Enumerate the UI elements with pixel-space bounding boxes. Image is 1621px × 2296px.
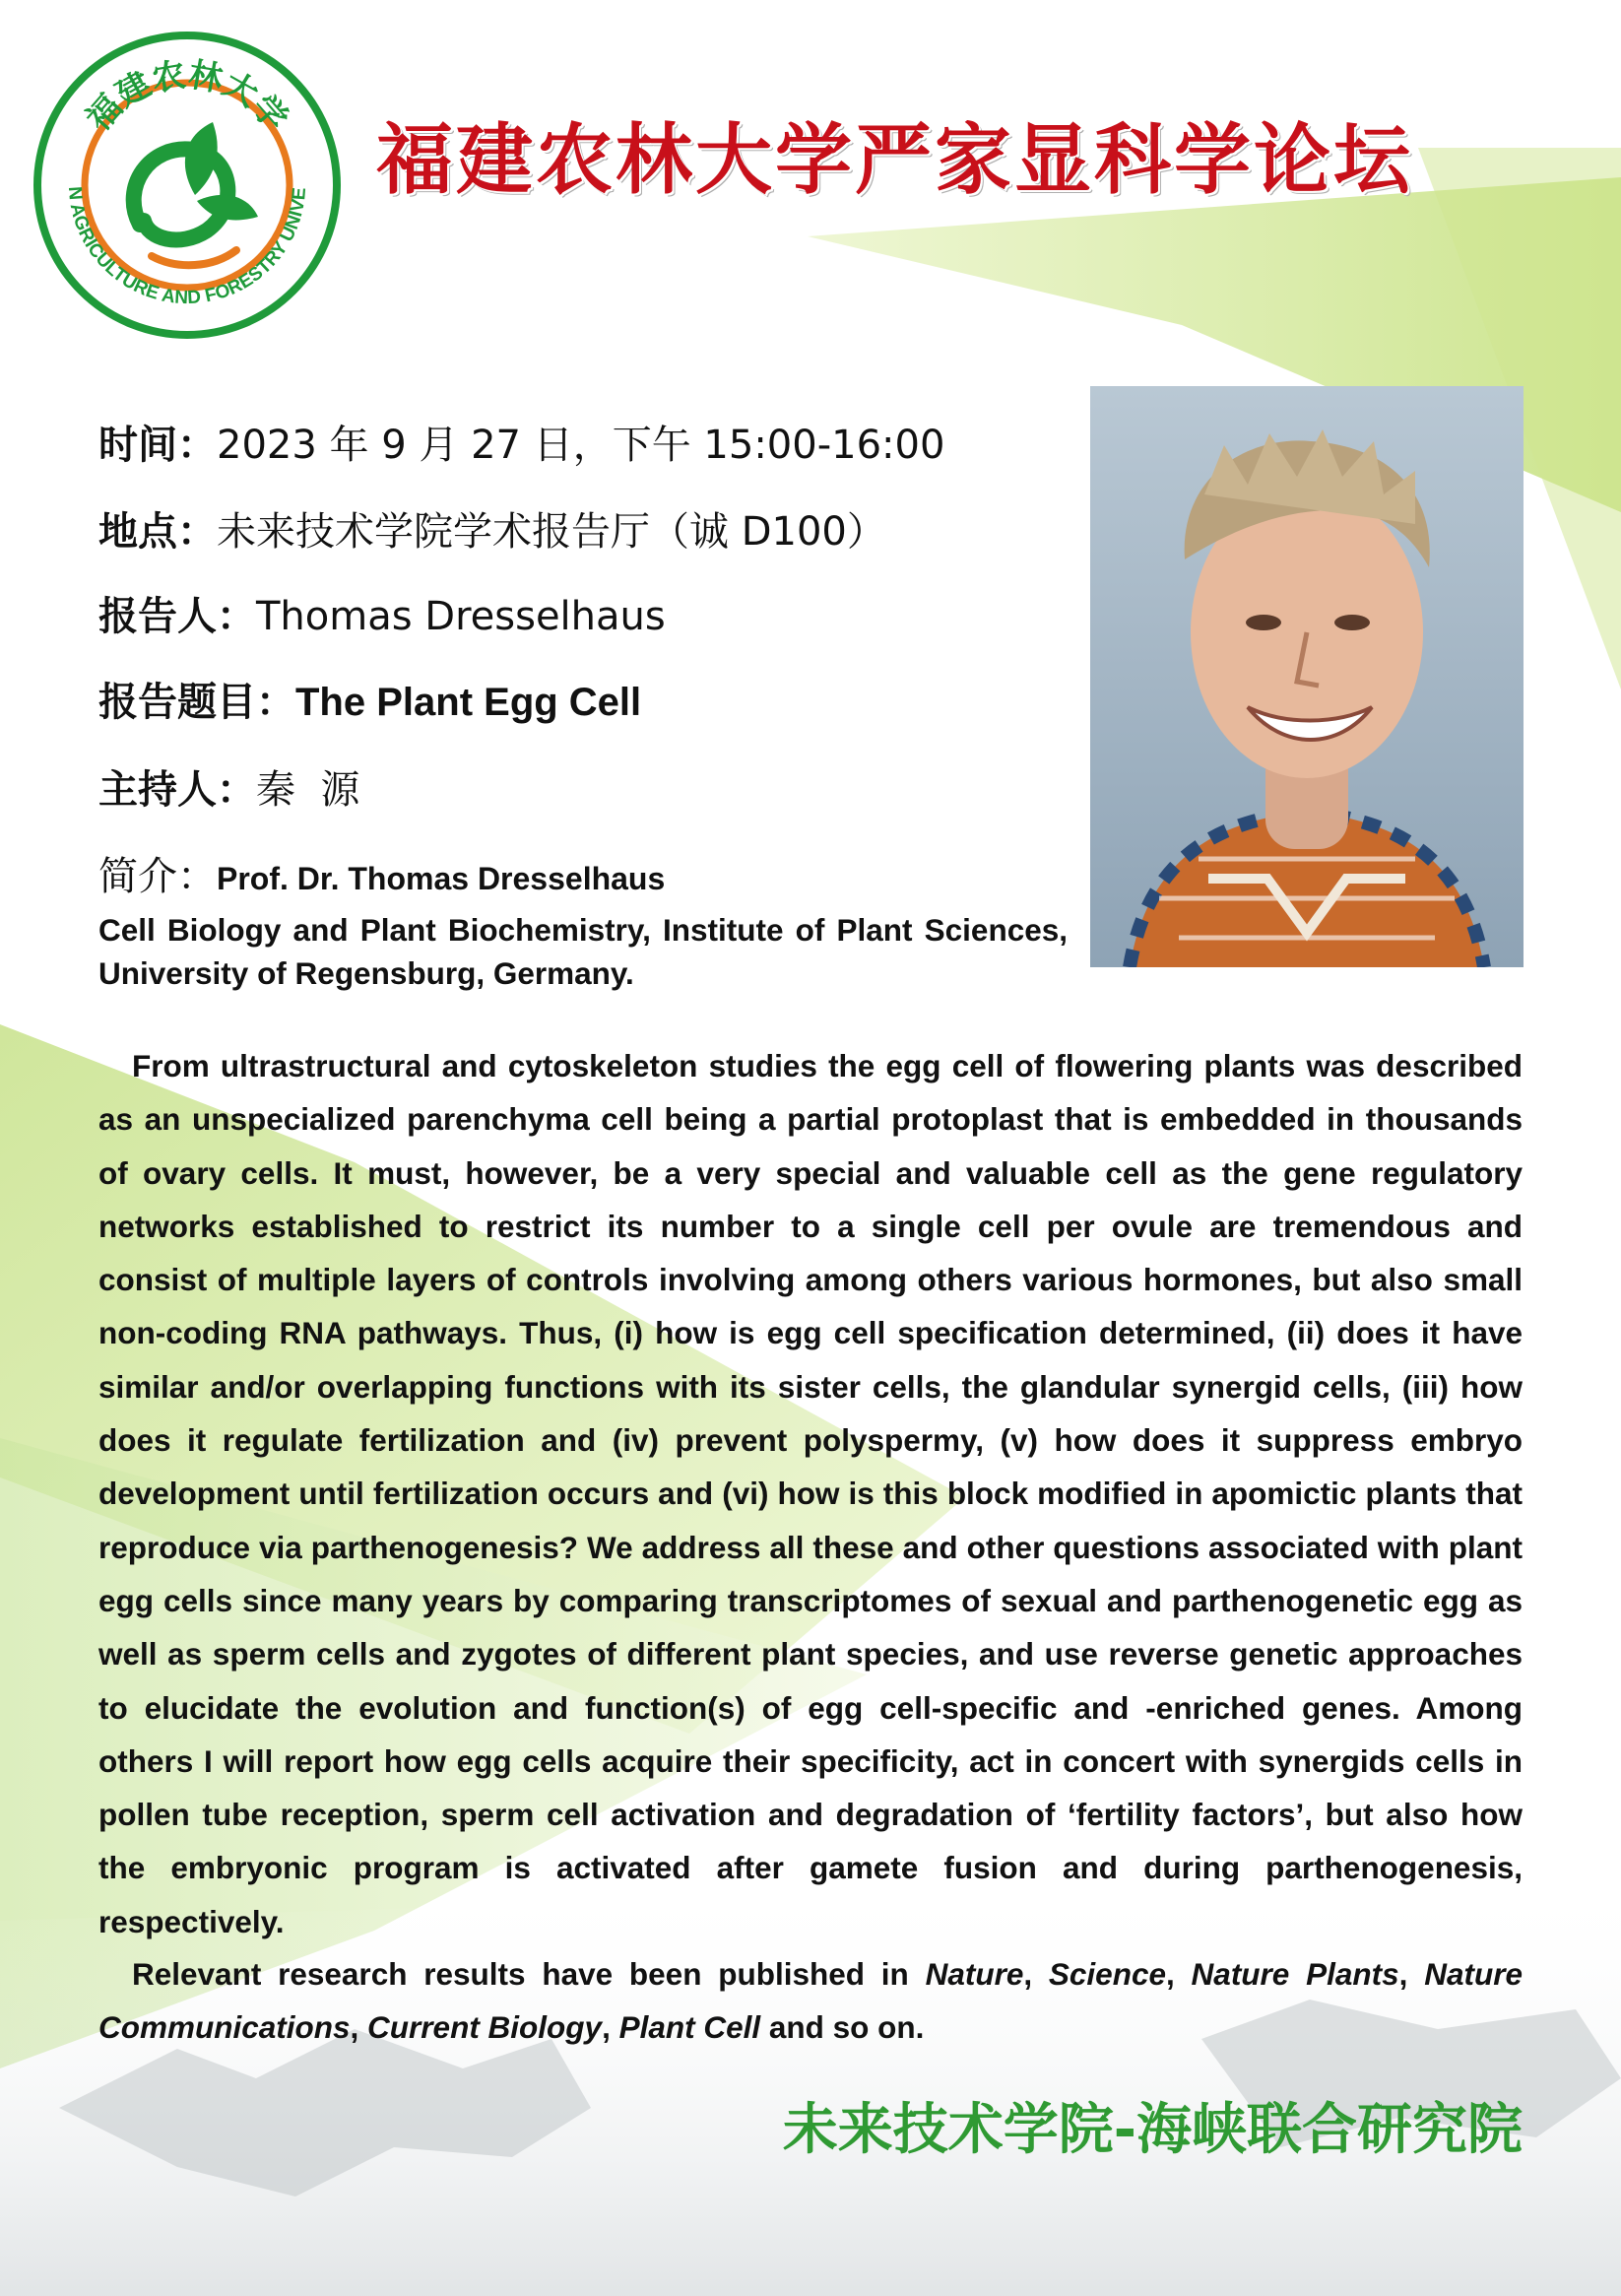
info-time [98, 414, 944, 470]
time-value: 2023 年 9 月 27 日，下午 15:00-16:00 [217, 423, 945, 468]
publications-text [98, 1947, 1523, 2055]
time-label: 时间： [98, 423, 217, 468]
journal-name: Plant Cell [618, 2009, 761, 2046]
location-label: 地点： [98, 509, 217, 555]
topic-label: 报告题目： [98, 680, 295, 725]
publications-lead: Relevant research results have been published in [132, 1956, 926, 1992]
journal-list: Nature, Science, Nature Plants, Nature Communications, Current Biology, Plant Cell [98, 1956, 1523, 2046]
university-logo [30, 28, 345, 343]
info-topic [98, 671, 641, 727]
publications-tail: and so on. [760, 2009, 925, 2046]
speaker-value: Thomas Dresselhaus [256, 594, 666, 639]
speaker-affiliation: Cell Biology and Plant Biochemistry, Institute of Plant Sciences, University of Regensburg, Germany. [98, 912, 1068, 991]
speaker-label: 报告人： [98, 594, 256, 639]
info-host [98, 758, 359, 815]
info-location [98, 500, 886, 557]
abstract-text: From ultrastructural and cytoskeleton studies the egg cell of flowering plants was described as an unspecialized parenchyma cell being a partial protoplast that is embedded in thousands of ovary cells. It must, however, be a very special and valuable cell as the gene regulatory networks established to restrict its number to a single cell per ovule are tremendous and consist of multiple layers of controls involving among others various hormones, but also small non-coding RNA pathways. Thus, (i) how is egg cell specification determined, (ii) does it have similar and/or overlapping functions with its sister cells, the glandular synergid cells, (iii) how does it regulate fertilization and (iv) prevent polyspermy, (v) how does it suppress embryo development until fertilization occurs and (vi) how is this block modified in apomictic plants that reproduce via parthenogenesis? We address all these and other questions associated with plant egg cells since many years by comparing transcriptomes of sexual and parthenogenetic egg as well as sperm cells and zygotes of different plant species, and use reverse genetic approaches to elucidate the evolution and function(s) of egg cell-specific and -enriched genes. Among others I will report how egg cells acquire their specificity, act in concert with synergids cells in pollen tube reception, sperm cell activation and degradation of ‘fertility factors’, but also how the embryonic program is activated after gamete fusion and during parthenogenesis, respectively. [98, 1048, 1523, 1939]
university-seal-icon [30, 28, 345, 343]
intro-name: Prof. Dr. Thomas Dresselhaus [217, 861, 666, 896]
info-speaker [98, 585, 666, 641]
topic-value: The Plant Egg Cell [295, 681, 642, 724]
location-value: 未来技术学院学术报告厅（诚 D100） [217, 509, 886, 555]
info-intro [98, 845, 665, 901]
journal-name: Nature Plants [1191, 1956, 1399, 1992]
journal-name: Nature [925, 1956, 1024, 1992]
journal-name: Science [1048, 1956, 1166, 1992]
host-value: 秦 源 [256, 767, 360, 813]
logo-chinese-name: 福建农林大学 [79, 55, 295, 139]
journal-name: Current Biology [367, 2009, 603, 2046]
page-title: 福建农林大学严家显科学论坛 [376, 116, 1414, 205]
speaker-photo [1090, 386, 1524, 967]
journal-name: Nature Communications [98, 1956, 1523, 2046]
host-label: 主持人： [98, 767, 256, 813]
footer-institute: 未来技术学院-海峡联合研究院 [782, 2098, 1523, 2162]
logo-english-name: N AGRICULTURE AND FORESTRY UNIVE [63, 185, 311, 309]
intro-label: 简介： [98, 854, 217, 899]
